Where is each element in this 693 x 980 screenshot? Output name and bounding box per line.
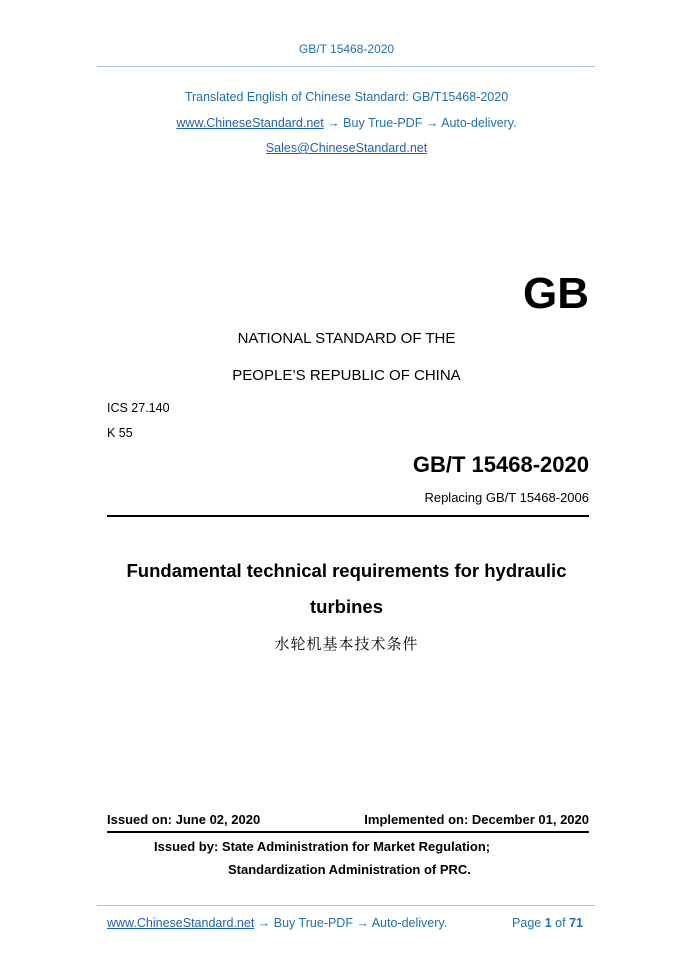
page-of: of (555, 916, 566, 930)
footer-purchase-line (107, 916, 447, 930)
footer-buy-text: → Buy True-PDF → Auto-delivery. (257, 916, 448, 930)
buy-text: → Buy True-PDF → Auto-delivery. (327, 116, 517, 130)
sales-email-line (0, 141, 693, 155)
ics-code: ICS 27.140 (107, 401, 170, 415)
page-label: Page (512, 916, 542, 930)
issued-rule (107, 831, 589, 833)
sales-email-link[interactable]: Sales@ChineseStandard.net (265, 141, 428, 155)
standard-number: GB/T 15468-2020 (412, 452, 589, 477)
footer-site-link[interactable]: www.ChineseStandard.net (107, 916, 255, 930)
footer-divider (97, 905, 595, 906)
national-standard-line2: PEOPLE’S REPUBLIC OF CHINA (232, 367, 461, 384)
k-code: K 55 (107, 426, 133, 440)
header-doc-id: GB/T 15468-2020 (298, 42, 395, 56)
issued-by-line1: Issued by: State Administration for Market Regulation; (154, 839, 491, 854)
issued-by-line2: Standardization Administration of PRC. (228, 862, 471, 877)
site-link[interactable]: www.ChineseStandard.net (176, 116, 324, 130)
header-purchase-line (0, 116, 693, 130)
title-line2: turbines (310, 596, 383, 617)
national-standard-line1: NATIONAL STANDARD OF THE (237, 330, 456, 347)
title-line1: Fundamental technical requirements for hydraulic (126, 560, 567, 581)
page-current: 1 (544, 916, 552, 930)
replacing-note: Replacing GB/T 15468-2006 (424, 490, 589, 505)
translated-line: Translated English of Chinese Standard: GB/T15468-2020 (184, 90, 509, 104)
title-chinese: 水轮机基本技术条件 (274, 635, 419, 653)
page-indicator (512, 916, 583, 930)
header-divider (97, 66, 595, 67)
issued-on: Issued on: June 02, 2020 (107, 812, 261, 827)
gb-logo: GB (523, 269, 589, 318)
title-rule (107, 515, 589, 517)
page-total: 71 (569, 916, 583, 930)
implemented-on: Implemented on: December 01, 2020 (364, 812, 589, 827)
